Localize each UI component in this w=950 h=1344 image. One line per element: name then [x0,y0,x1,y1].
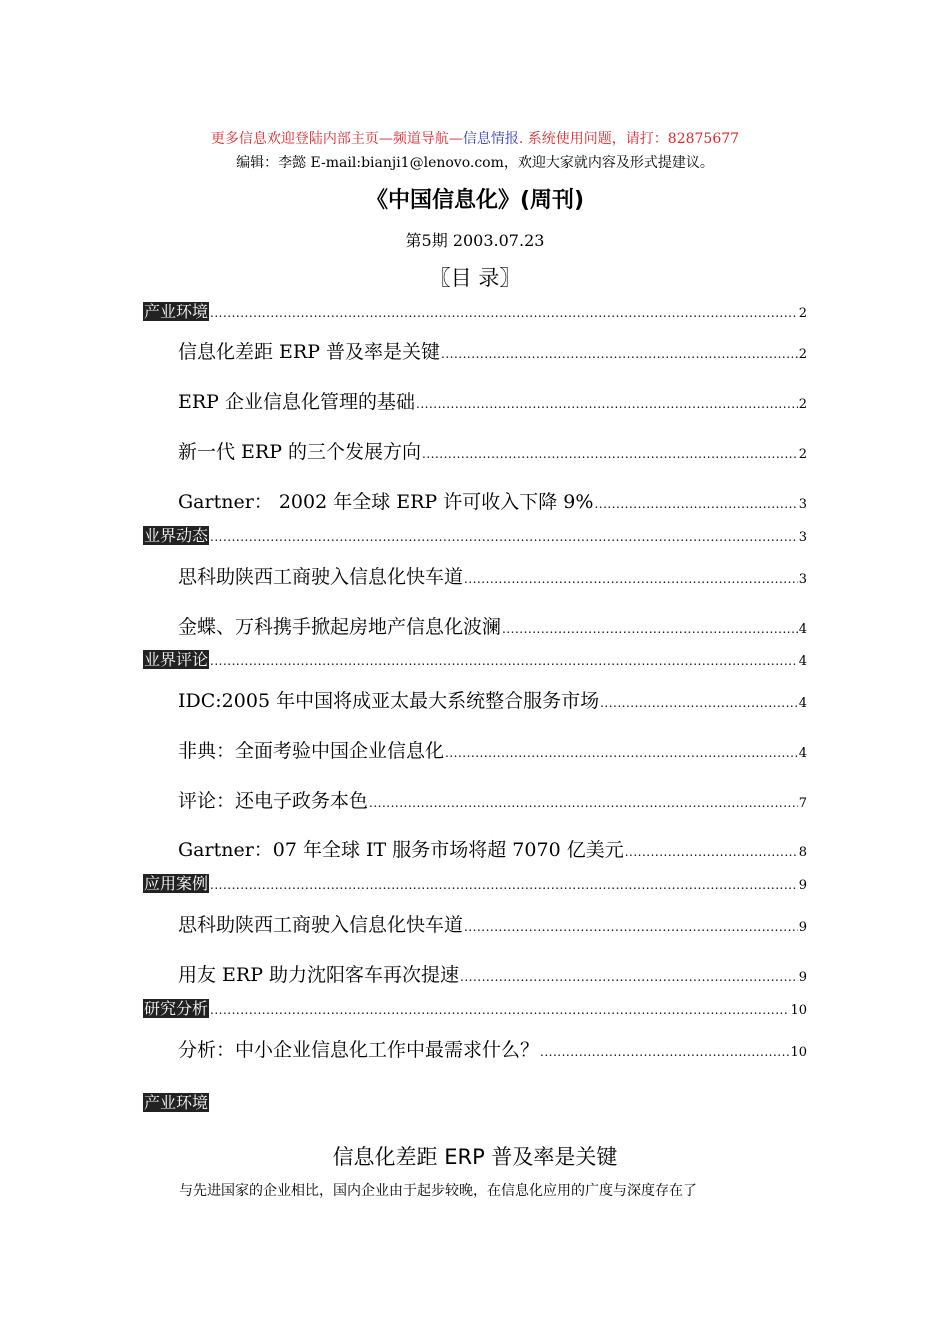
toc-leader [210,306,798,320]
toc-entry-row[interactable] [143,562,807,589]
toc-section-row[interactable] [143,302,807,321]
toc-entry-label: 评论：还电子政务本色 [178,790,369,812]
section-label: 产业环境 [144,1093,209,1112]
toc-entry-label: 分析：中小企业信息化工作中最需求什么？ [178,1039,540,1061]
toc-entry-row[interactable] [143,612,807,639]
toc-leader [540,1045,789,1059]
toc-section-label: 业界动态 [144,526,209,545]
toc-entry-row[interactable] [143,387,807,414]
toc-leader [625,845,798,859]
toc-leader [210,1003,789,1017]
toc-entry-row[interactable] [143,437,807,464]
toc-page-number: 3 [798,572,807,587]
toc-section-row[interactable] [143,999,807,1018]
toc-leader [464,572,798,586]
toc-page-number: 2 [798,347,807,362]
toc-entry-row[interactable] [143,686,807,713]
toc-section-label: 业界评论 [144,650,209,669]
toc-leader [502,622,798,636]
toc-entry-label: 用友 ERP 助力沈阳客车再次提速 [178,964,460,986]
toc-page-number: 4 [798,746,807,761]
toc-leader [210,530,798,544]
toc-section-row[interactable] [143,650,807,669]
notice-line [0,128,950,148]
toc-section-label: 研究分析 [144,999,209,1018]
toc-entry-row[interactable] [143,835,807,862]
toc-leader [460,970,798,984]
toc-entry-label: 金蝶、万科携手掀起房地产信息化波澜 [178,616,502,638]
toc-entry-label: ERP 企业信息化管理的基础 [178,391,415,413]
toc-page-number: 4 [798,622,807,637]
toc-leader [422,447,798,461]
toc-section-row[interactable] [143,526,807,545]
toc-leader [445,746,798,760]
toc-leader [600,696,798,710]
editor-line: 编辑：李懿 E-mail:bianji1@lenovo.com，欢迎大家就内容及形式提建议。 [236,155,714,171]
toc-page-number: 2 [798,397,807,412]
toc-page-number: 3 [798,497,807,512]
toc-entry-label: 非典：全面考验中国企业信息化 [178,740,445,762]
toc-section-label: 产业环境 [144,302,209,321]
toc-entry-label: Gartner： 2002 年全球 ERP 许可收入下降 9% [178,491,594,513]
toc-entry-label: 思科助陕西工商驶入信息化快车道 [178,914,464,936]
toc-section-label: 应用案例 [144,874,209,893]
article-first-line: 与先进国家的企业相比，国内企业由于起步较晚，在信息化应用的广度与深度存在了 [179,1183,697,1199]
toc-heading: 〖目 录〗 [429,266,521,290]
article-title: 信息化差距 ERP 普及率是关键 [332,1145,618,1169]
toc-page-number: 10 [790,1003,807,1018]
toc-entry-row[interactable] [143,910,807,937]
toc-leader [210,878,798,892]
toc-page-number: 4 [798,654,807,669]
toc-entry-label: 信息化差距 ERP 普及率是关键 [178,341,441,363]
toc-page-number: 8 [798,845,807,860]
toc-leader [594,497,797,511]
toc-entry-row[interactable] [143,736,807,763]
toc-leader [441,347,798,361]
toc-entry-label: 新一代 ERP 的三个发展方向 [178,441,422,463]
toc-page-number: 9 [798,878,807,893]
toc-leader [464,920,798,934]
toc-entry-row[interactable] [143,786,807,813]
notice-text-red-2: . 系统使用问题，请打：82875677 [518,131,740,147]
toc-entry-row[interactable] [143,1035,807,1062]
toc-leader [210,654,798,668]
toc-page-number: 2 [798,447,807,462]
toc-section-row[interactable] [143,874,807,893]
toc-page-number: 4 [798,696,807,711]
toc-entry-label: 思科助陕西工商驶入信息化快车道 [178,566,464,588]
toc-page-number: 10 [790,1045,807,1060]
toc-entry-row[interactable] [143,337,807,364]
toc-entry-label: IDC:2005 年中国将成亚太最大系统整合服务市场 [178,690,600,712]
notice-text-red: 更多信息欢迎登陆内部主页—频道导航— [210,131,463,147]
toc-leader [369,796,798,810]
issue-line: 第5期 2003.07.23 [405,231,545,250]
toc-entry-row[interactable] [143,960,807,987]
publication-title: 《中国信息化》(周刊) [365,188,585,213]
notice-link-intel[interactable]: 信息情报 [462,131,519,147]
toc-page-number: 2 [798,306,807,321]
toc-page-number: 7 [798,796,807,811]
toc-entry-label: Gartner：07 年全球 IT 服务市场将超 7070 亿美元 [178,839,624,861]
toc-page-number: 9 [798,920,807,935]
toc-leader [416,397,798,411]
toc-page-number: 3 [798,530,807,545]
toc-page-number: 9 [798,970,807,985]
toc-entry-row[interactable] [143,487,807,514]
